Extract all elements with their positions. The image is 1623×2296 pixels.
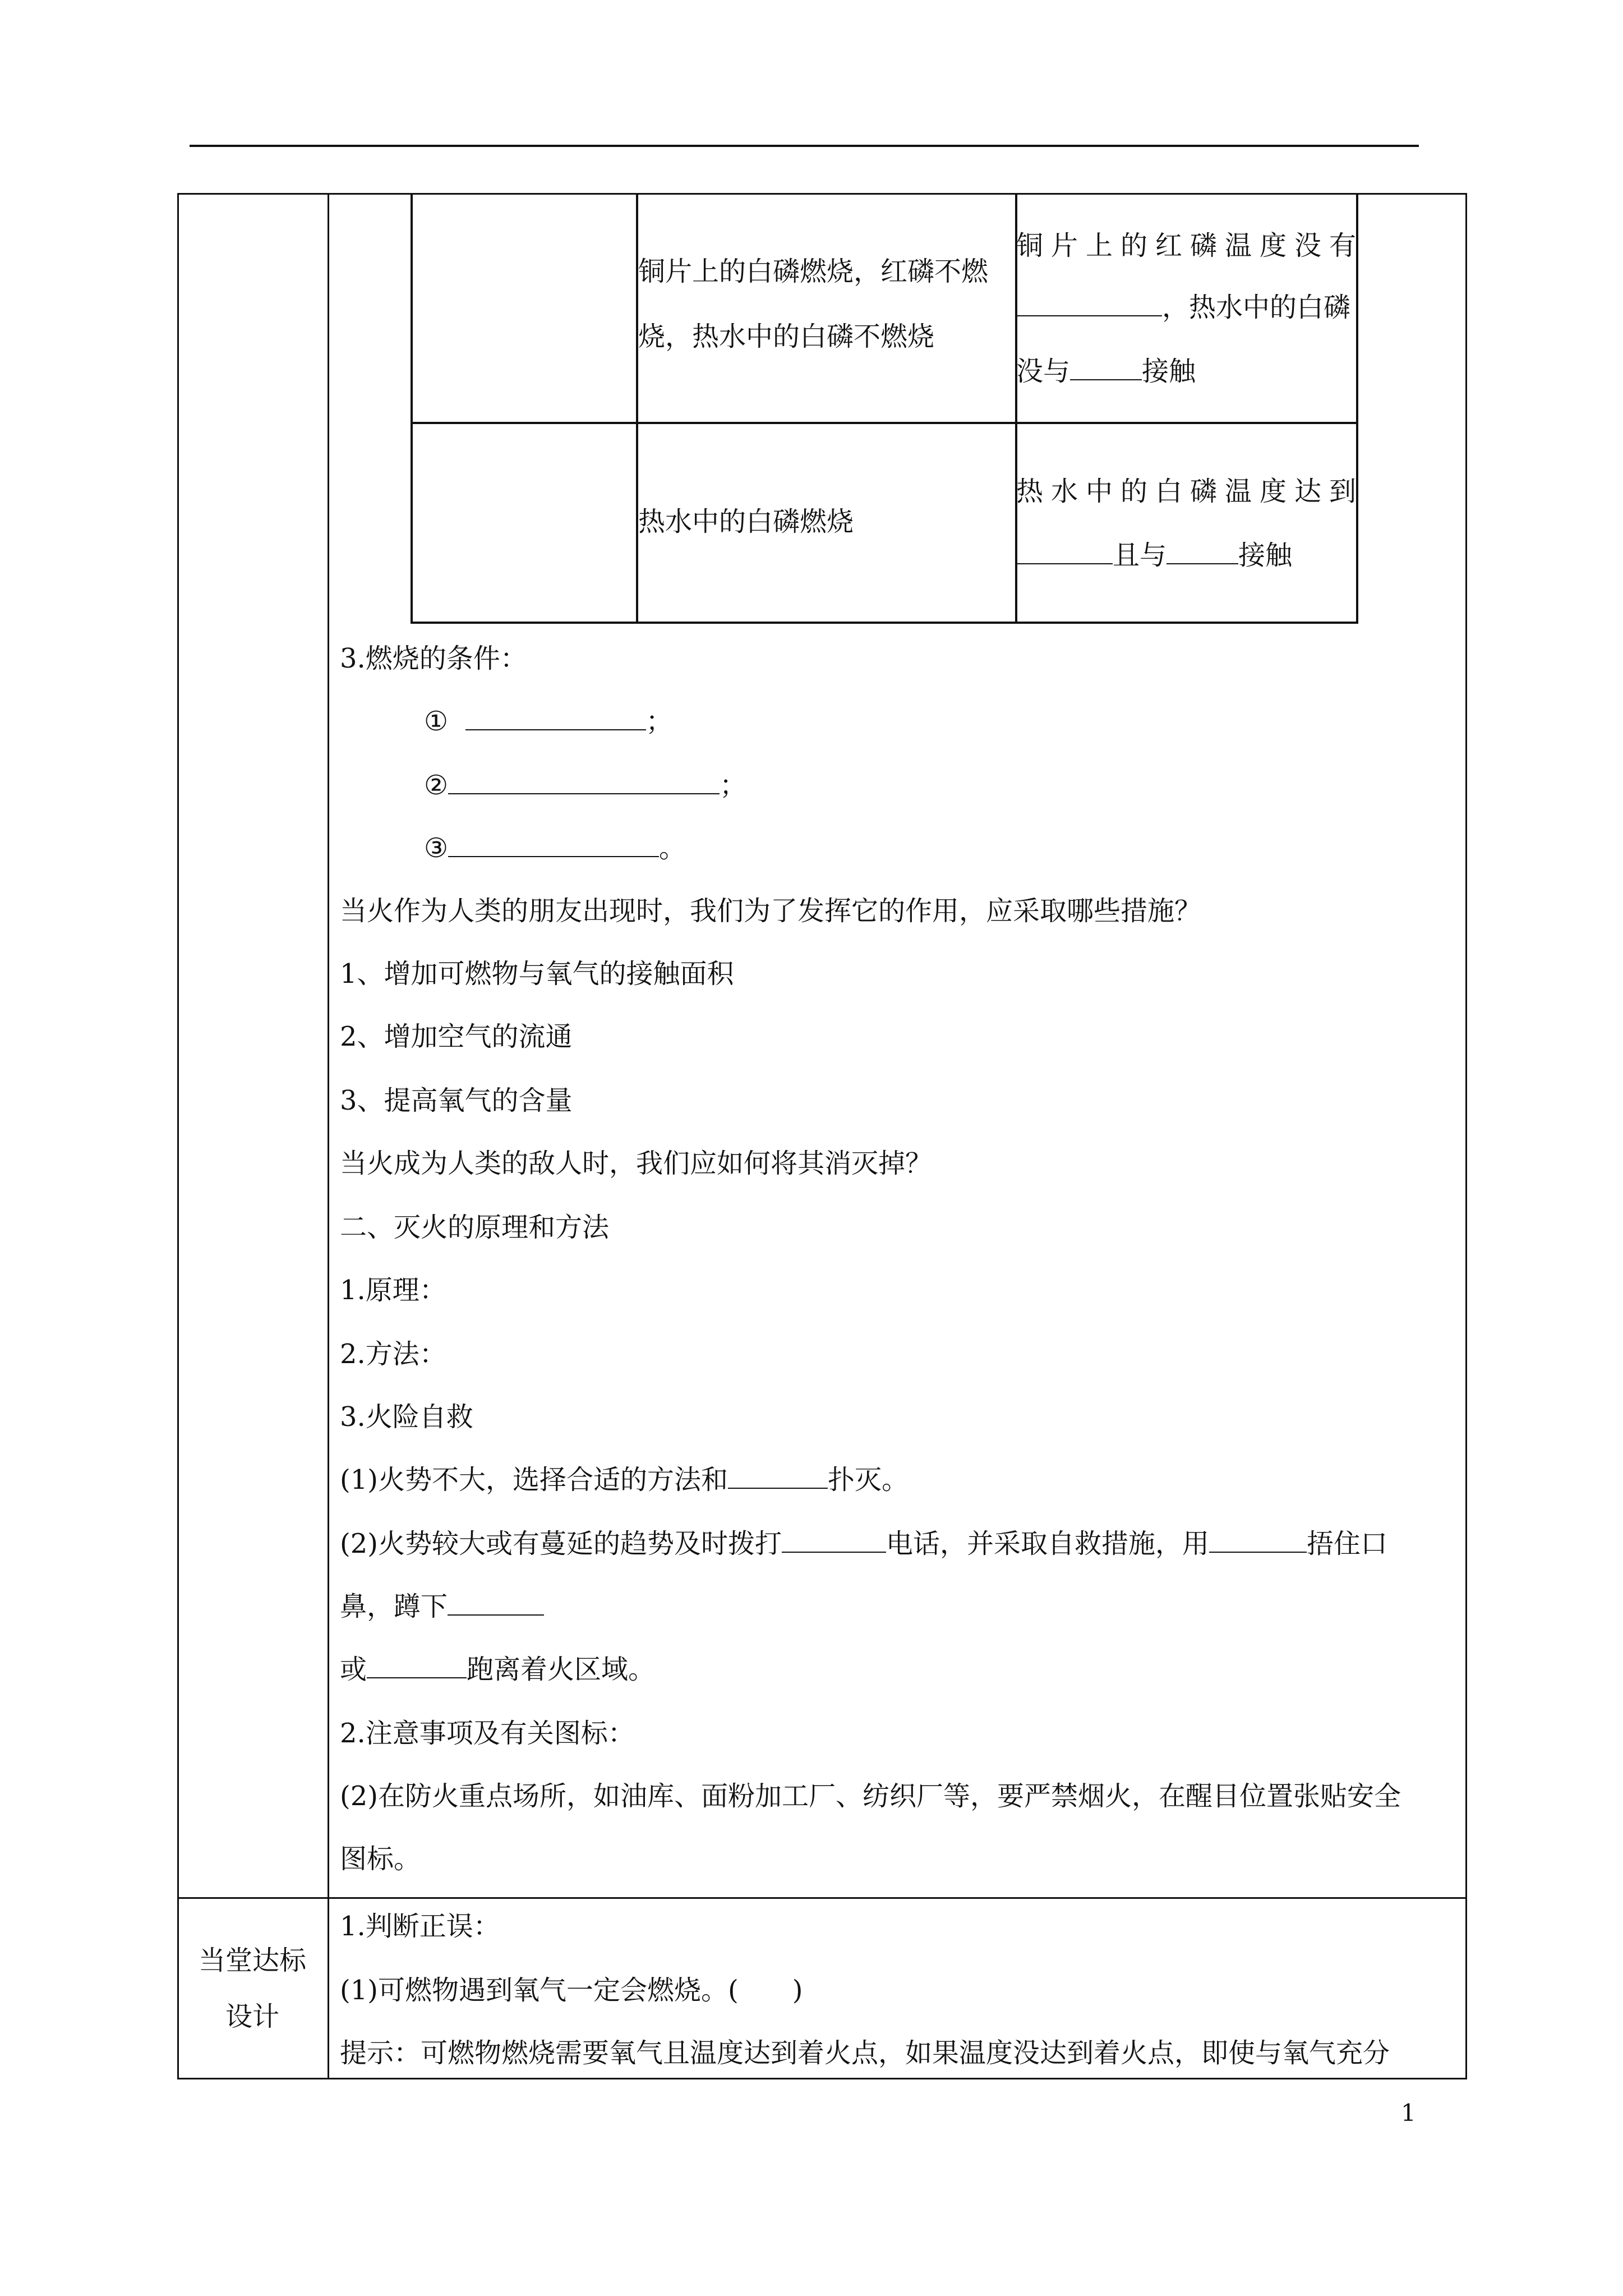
assessment-label-line2: 设计 <box>225 2001 279 2032</box>
fill-blank[interactable] <box>448 832 659 857</box>
page-number: 1 <box>1401 2099 1416 2127</box>
self-rescue-item2-line2: 鼻，蹲下 <box>340 1590 544 1623</box>
measure-1: 1、增加可燃物与氧气的接触面积 <box>340 958 734 990</box>
header-rule <box>190 145 1419 147</box>
fill-blank[interactable] <box>1016 540 1113 564</box>
row1-reason-line3: 没与 接触 <box>1016 356 1196 387</box>
self-rescue-item2-line3: 或 跑离着火区域。 <box>340 1654 656 1685</box>
assessment-label-line1: 当堂达标 <box>198 1945 306 1976</box>
conditions-heading: 3.燃烧的条件： <box>340 643 527 674</box>
notes-item2-line1: (2)在防火重点场所，如油库、面粉加工厂、纺织厂等，要严禁烟火，在醒目位置张贴安全 <box>340 1780 1401 1812</box>
assessment-hint: 提示：可燃物燃烧需要氧气且温度达到着火点，如果温度没达到着火点，即使与氧气充分 <box>340 2037 1390 2069</box>
row1-reason-line1: 铜片上的红磷温度没有 <box>1016 230 1364 261</box>
fill-blank[interactable] <box>367 1654 467 1678</box>
friend-question: 当火作为人类的朋友出现时，我们为了发挥它的作用，应采取哪些措施？ <box>340 895 1202 927</box>
fill-blank[interactable] <box>782 1528 886 1553</box>
section2-title: 二、灭火的原理和方法 <box>340 1212 610 1243</box>
condition-2: ② ； <box>424 770 747 801</box>
row2-reason-line2: 且与 接触 <box>1016 539 1292 572</box>
assessment-question-title: 1.判断正误： <box>340 1911 500 1942</box>
fill-blank[interactable] <box>1166 540 1238 564</box>
fill-blank[interactable] <box>448 770 720 794</box>
self-rescue-item2-line1: (2)火势较大或有蔓延的趋势及时拨打 电话，并采取自救措施，用 捂住口 <box>340 1528 1388 1559</box>
notes-title: 2.注意事项及有关图标： <box>340 1718 635 1749</box>
fill-blank[interactable] <box>448 1591 544 1616</box>
row1-phenomenon-line2: 烧，热水中的白磷不燃烧 <box>638 321 935 352</box>
self-rescue-item1: (1)火势不大，选择合适的方法和 扑灭。 <box>340 1464 909 1496</box>
row1-phenomenon-line1: 铜片上的白磷燃烧，红磷不燃 <box>638 256 989 287</box>
enemy-question: 当火成为人类的敌人时，我们应如何将其消灭掉？ <box>340 1148 933 1179</box>
fill-blank[interactable] <box>465 706 646 730</box>
row1-reason-line2: ，热水中的白磷 <box>1016 291 1350 324</box>
self-rescue-title: 3.火险自救 <box>340 1401 473 1433</box>
fill-blank[interactable] <box>1209 1528 1307 1553</box>
condition-1: ① ； <box>424 706 673 737</box>
fill-blank[interactable] <box>1016 292 1162 316</box>
measure-3: 3、提高氧气的含量 <box>340 1085 573 1116</box>
row-divider <box>177 1897 1467 1899</box>
assessment-question-1: (1)可燃物遇到氧气一定会燃烧。( ) <box>340 1975 803 2006</box>
row2-phenomenon: 热水中的白磷燃烧 <box>638 506 854 537</box>
measure-2: 2、增加空气的流通 <box>340 1021 573 1052</box>
principle: 1.原理： <box>340 1274 446 1306</box>
row2-reason-line1: 热水中的白磷温度达到 <box>1016 476 1364 507</box>
column-divider <box>328 193 329 2079</box>
method: 2.方法： <box>340 1338 446 1370</box>
notes-item2-line2: 图标。 <box>340 1843 421 1875</box>
fill-blank[interactable] <box>728 1464 828 1489</box>
condition-3: ③ 。 <box>424 832 686 864</box>
fill-blank[interactable] <box>1070 356 1142 380</box>
